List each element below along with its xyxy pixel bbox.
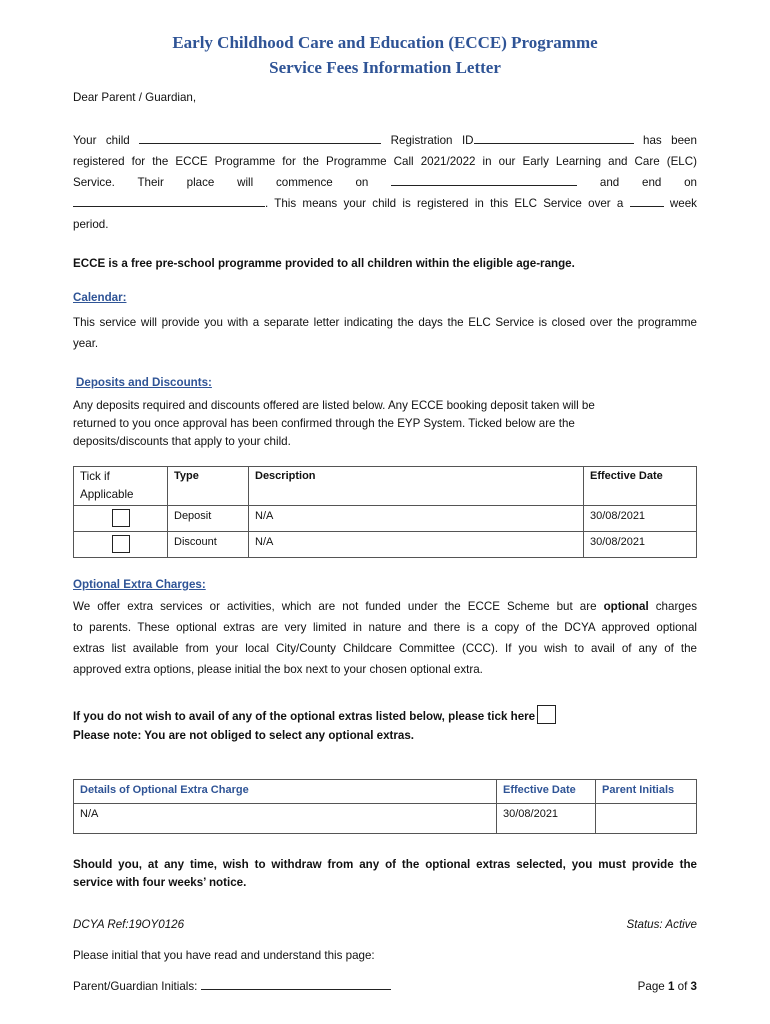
col-date-header: Effective Date <box>584 467 697 506</box>
page-total: 3 <box>690 980 697 993</box>
date-cell: 30/08/2021 <box>497 804 596 834</box>
deposit-checkbox[interactable] <box>112 509 130 527</box>
weeks-blank[interactable] <box>630 195 664 207</box>
optout-line <box>73 705 697 728</box>
optional-text: charges <box>655 600 697 613</box>
intro-text: . This means your child is registered in this ELC Service over a <box>265 197 624 210</box>
table-header-row <box>74 780 697 804</box>
intro-line-2: registered for the ECCE Programme for the Programme Call 2021/2022 in our Early Learning and Care (ELC) <box>73 155 697 168</box>
page-subtitle: Service Fees Information Letter <box>269 58 501 77</box>
col-type-header: Type <box>168 467 249 506</box>
initial-prompt: Please initial that you have read and understand this page: <box>73 949 375 962</box>
withdraw-line-1: Should you, at any time, wish to withdraw from any of the optional extras selected, you must provide the <box>73 858 697 871</box>
initials-label: Parent/Guardian Initials: <box>73 980 198 993</box>
commence-date-blank[interactable] <box>391 174 577 186</box>
status-text: Status: Active <box>626 918 697 931</box>
date-cell: 30/08/2021 <box>584 506 697 532</box>
salutation: Dear Parent / Guardian, <box>73 91 197 104</box>
table-header-row <box>74 467 697 506</box>
optional-line-3: extras list available from your local City/County Childcare Committee (CCC). If you wish to avail of any of the <box>73 642 697 655</box>
intro-word: place <box>186 176 215 189</box>
intro-child-label: Your child <box>73 134 130 147</box>
date-cell: 30/08/2021 <box>584 532 697 558</box>
tick-cell[interactable] <box>74 532 168 558</box>
optional-line-2: to parents. These optional extras are very limited in nature and there is a copy of the DCYA approved optional <box>73 621 697 634</box>
optional-line-1 <box>73 597 697 618</box>
optional-extras-table <box>73 779 697 834</box>
end-date-blank[interactable] <box>73 195 265 207</box>
page-of: of <box>677 980 688 993</box>
col-description-header: Description <box>249 467 584 506</box>
discount-checkbox[interactable] <box>112 535 130 553</box>
optout-text: If you do not wish to avail of any of the optional extras listed below, please tick here <box>73 710 536 723</box>
table-row <box>74 804 697 834</box>
calendar-text: This service will provide you with a separate letter indicating the days the ELC Service is closed over the programme year. <box>73 316 697 350</box>
optional-note: Please note: You are not obliged to select any optional extras. <box>73 729 415 742</box>
description-cell: N/A <box>249 532 584 558</box>
col-details-header: Details of Optional Extra Charge <box>74 780 497 804</box>
deposits-line: deposits/discounts that apply to your child. <box>73 435 291 448</box>
deposits-line: returned to you once approval has been confirmed through the EYP System. Ticked below are the <box>73 417 575 430</box>
type-cell: Deposit <box>168 506 249 532</box>
page-number <box>73 977 697 998</box>
intro-word: on <box>355 176 369 189</box>
dcya-reference: DCYA Ref:19OY0126 <box>73 918 185 931</box>
optional-heading: Optional Extra Charges: <box>73 578 206 591</box>
intro-word: end <box>642 176 662 189</box>
intro-word: commence <box>275 176 333 189</box>
intro-regid-label: Registration ID <box>390 134 474 147</box>
deposits-table <box>73 466 697 558</box>
free-statement: ECCE is a free pre-school programme provided to all children within the eligible age-range. <box>73 257 575 270</box>
calendar-heading: Calendar: <box>73 291 127 304</box>
col-parent-initials-header: Parent Initials <box>596 780 697 804</box>
type-cell: Discount <box>168 532 249 558</box>
intro-word: Their <box>137 176 164 189</box>
deposits-line: Any deposits required and discounts offered are listed below. Any ECCE booking deposit taken will be <box>73 399 595 412</box>
intro-word: and <box>599 176 620 189</box>
table-row <box>74 506 697 532</box>
intro-text: week <box>669 197 697 210</box>
intro-line-4 <box>73 194 697 215</box>
optout-checkbox[interactable] <box>537 705 556 724</box>
page-word: Page <box>637 980 665 993</box>
optional-text: We offer extra services or activities, which are not funded under the ECCE Scheme but are <box>73 600 597 613</box>
description-cell: N/A <box>249 506 584 532</box>
child-name-blank[interactable] <box>139 132 381 144</box>
intro-line-3 <box>73 173 697 194</box>
optional-bold-word: optional <box>603 600 649 613</box>
page-current: 1 <box>667 980 675 993</box>
intro-line-5: period. <box>73 218 109 231</box>
optional-line-4: approved extra options, please initial the box next to your chosen optional extra. <box>73 663 483 676</box>
withdraw-line-2: service with four weeks’ notice. <box>73 876 247 889</box>
tick-cell[interactable] <box>74 506 168 532</box>
page-title: Early Childhood Care and Education (ECCE) Programme <box>172 33 598 52</box>
col-effective-date-header: Effective Date <box>497 780 596 804</box>
registration-id-blank[interactable] <box>474 132 634 144</box>
col-tick-header: Tick if Applicable <box>74 467 168 506</box>
intro-word: Service. <box>73 176 115 189</box>
details-cell: N/A <box>74 804 497 834</box>
initials-cell[interactable] <box>596 804 697 834</box>
intro-has-been: has been <box>643 134 697 147</box>
deposits-text <box>73 397 697 451</box>
intro-line-1 <box>73 131 697 152</box>
intro-word: on <box>684 176 698 189</box>
table-row <box>74 532 697 558</box>
intro-word: will <box>237 176 254 189</box>
deposits-heading: Deposits and Discounts: <box>76 376 212 389</box>
